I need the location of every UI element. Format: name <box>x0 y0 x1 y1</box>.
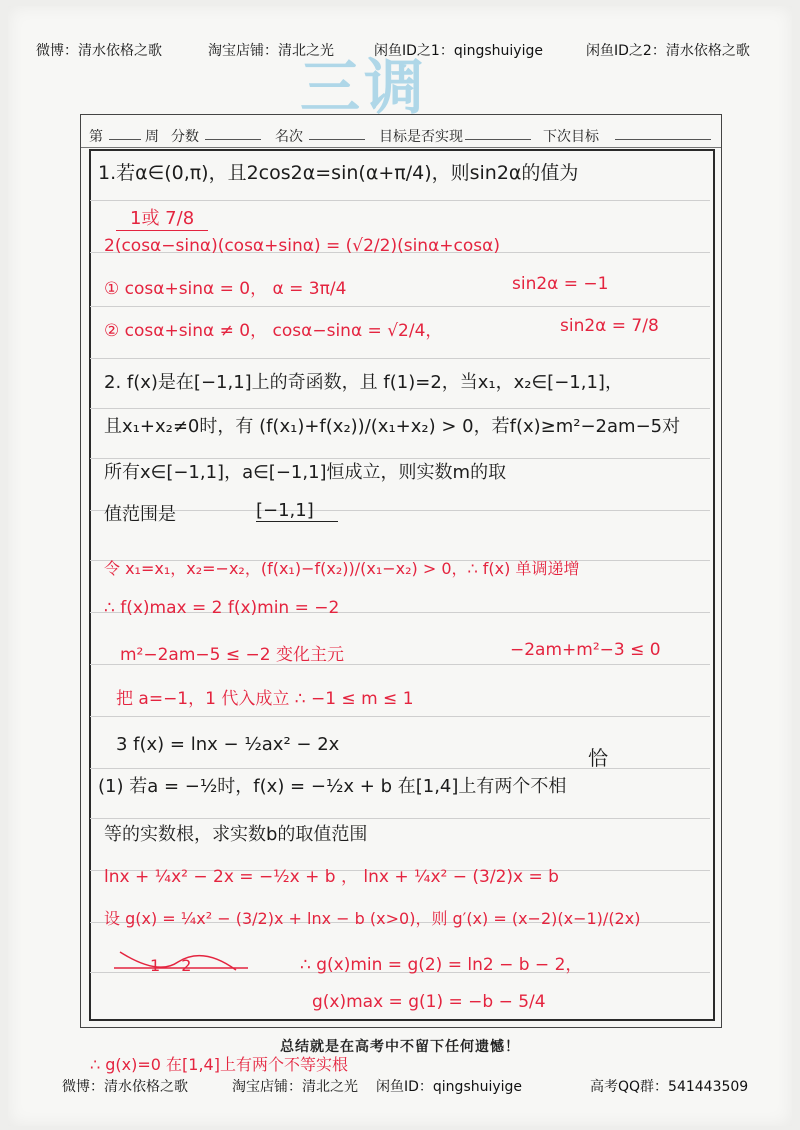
q2-line-2: 且x₁+x₂≠0时，有 (f(x₁)+f(x₂))/(x₁+x₂) > 0，若f(x)≥m²−2am−5对 <box>104 416 681 437</box>
q3-graph-labels: 1 2 <box>150 956 200 975</box>
q2-work-2: ∴ f(x)max = 2 f(x)min = −2 <box>104 598 340 618</box>
q3-line-3: 等的实数根，求实数b的取值范围 <box>104 824 368 845</box>
watermark-taobao: 淘宝店铺：清北之光 <box>208 43 334 59</box>
header-week-prefix: 第 <box>89 129 103 145</box>
q3-work-5: ∴ g(x)=0 在[1,4]上有两个不等实根 <box>90 1055 348 1074</box>
q2-work-3b: −2am+m²−3 ≤ 0 <box>510 640 661 660</box>
q2-answer: [−1,1] <box>256 500 338 522</box>
q3-work-2: 设 g(x) = ¼x² − (3/2)x + lnx − b (x>0)，则 g′(x) = (x−2)(x−1)/(2x) <box>104 909 641 928</box>
handwritten-title: 三调 <box>300 53 428 123</box>
q1-work-1: 2(cosα−sinα)(cosα+sinα) = (√2/2)(sinα+cosα) <box>104 236 500 256</box>
q3-work-1: lnx + ¼x² − 2x = −½x + b ， lnx + ¼x² − (3/2)x = b <box>104 867 559 887</box>
header-goal-achieved: 目标是否实现 <box>379 129 463 145</box>
header-next-goal: 下次目标 <box>543 129 599 145</box>
watermark-bottom-xianyu: 闲鱼ID：qingshuiyige <box>376 1079 523 1095</box>
q3-line-1b: 恰 <box>588 746 608 770</box>
q3-line-2: (1) 若a = −½时，f(x) = −½x + b 在[1,4]上有两个不相 <box>98 776 567 797</box>
q1-work-2: ① cosα+sinα = 0， α = 3π/4 <box>104 279 347 299</box>
watermark-xianyu2: 闲鱼ID之2：清水依格之歌 <box>586 43 750 59</box>
q1-work-3: ② cosα+sinα ≠ 0， cosα−sinα = √2/4， <box>104 321 443 341</box>
watermark-weibo: 微博：清水依格之歌 <box>36 43 162 59</box>
q3-work-4: g(x)max = g(1) = −b − 5/4 <box>312 992 546 1012</box>
q2-work-3: m²−2am−5 ≤ −2 变化主元 <box>120 645 344 665</box>
q3-line-1: 3 f(x) = lnx − ½ax² − 2x <box>116 734 340 755</box>
q1-answer: 1或 7/8 <box>116 204 208 231</box>
q2-line-1: 2. f(x)是在[−1,1]上的奇函数，且 f(1)=2，当x₁，x₂∈[−1,1]， <box>104 372 623 393</box>
watermark-xianyu1: 闲鱼ID之1：qingshuiyige <box>374 43 543 59</box>
q1-work-2b: sin2α = −1 <box>512 274 609 294</box>
q2-work-4: 把 a=−1，1 代入成立 ∴ −1 ≤ m ≤ 1 <box>116 689 414 709</box>
watermark-bottom-taobao: 淘宝店铺：清北之光 <box>232 1079 358 1095</box>
footer-motto: 总结就是在高考中不留下任何遗憾！ <box>280 1039 520 1055</box>
q1-question: 1.若α∈(0,π)，且2cos2α=sin(α+π/4)，则sin2α的值为 <box>98 162 579 184</box>
header-week-suffix: 周 <box>145 129 159 145</box>
q1-work-3b: sin2α = 7/8 <box>560 316 659 336</box>
sheet-header <box>81 115 721 148</box>
q2-line-3: 所有x∈[−1,1]，a∈[−1,1]恒成立，则实数m的取 <box>104 462 507 483</box>
q2-line-4: 值范围是 <box>104 504 176 525</box>
q2-work-1: 令 x₁=x₁，x₂=−x₂，(f(x₁)−f(x₂))/(x₁−x₂) > 0，∴ f(x) 单调递增 <box>104 559 580 578</box>
header-score: 分数 <box>171 129 199 145</box>
watermark-bottom-qq: 高考QQ群：541443509 <box>590 1079 749 1095</box>
watermark-bottom-weibo: 微博：清水依格之歌 <box>62 1079 188 1095</box>
q3-work-3: ∴ g(x)min = g(2) = ln2 − b − 2， <box>300 955 583 975</box>
header-rank: 名次 <box>275 129 303 145</box>
